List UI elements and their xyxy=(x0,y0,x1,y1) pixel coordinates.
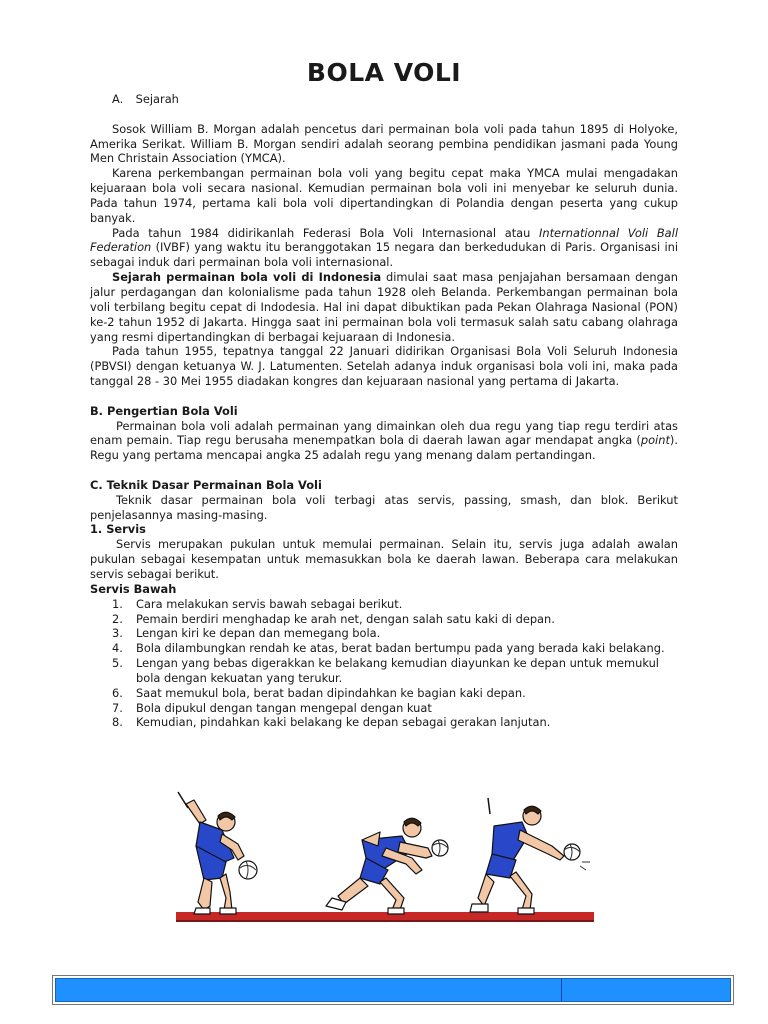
list-text: Lengan yang bebas digerakkan ke belakang kemudian diayunkan ke depan untuk memukul bola dengan kekuatan yang terukur. xyxy=(136,656,659,685)
document-body xyxy=(90,92,678,730)
player-figure-1 xyxy=(178,792,257,914)
underhand-serve-illustration xyxy=(176,786,594,926)
section-a-title: Sejarah xyxy=(135,92,179,106)
player-figure-3 xyxy=(470,798,590,914)
paragraph: Pada tahun 1955, tepatnya tanggal 22 Januari didirikan Organisasi Bola Voli Seluruh Indonesia (PBVSI) dengan ketuanya W. J. Latumenten. Setelah adanya induk organisasi bola voli ini, maka pada tanggal 28 - 30 Mei 1955 diadakan kongres dan kejuaraan nasional yang pertama di Jakarta. xyxy=(90,344,678,389)
footer-cell-left xyxy=(56,979,562,1001)
list-item xyxy=(112,626,678,641)
court-floor-edge xyxy=(176,920,594,922)
text-run: ). Regu yang pertama mencapai angka 25 adalah regu yang menang dalam pertandingan. xyxy=(90,433,678,463)
paragraph: Servis merupakan pukulan untuk memulai permainan. Selain itu, servis juga adalah awalan pukulan sebagai kesempatan untuk memasukkan bola ke daerah lawan. Beberapa cara melakukan servis sebagai berikut. xyxy=(90,537,678,581)
list-text: Saat memukul bola, berat badan dipindahkan ke bagian kaki depan. xyxy=(136,685,526,700)
section-a-heading xyxy=(90,92,678,107)
section-c-heading: C. Teknik Dasar Permainan Bola Voli xyxy=(90,477,322,492)
list-text: Kemudian, pindahkan kaki belakang ke depan sebagai gerakan lanjutan. xyxy=(136,715,551,730)
text-run: Permainan bola voli adalah permainan yang dimainkan oleh dua regu yang tiap regu terdiri atas enam pemain. Tiap regu berusaha menempatkan bola di daerah lawan agar mendapat angka ( xyxy=(90,418,678,448)
footer-bar xyxy=(52,975,734,1005)
servis-bawah-heading: Servis Bawah xyxy=(90,581,177,596)
text-run: Pada tahun 1984 didirikanlah Federasi Bola Voli Internasional atau xyxy=(112,225,540,240)
list-number: 3. xyxy=(112,626,123,641)
section-a-letter: A. xyxy=(112,92,124,106)
list-number: 2. xyxy=(112,611,123,626)
list-text: Bola dipukul dengan tangan mengepal dengan kuat xyxy=(136,700,432,715)
text-run: (IVBF) yang waktu itu beranggotakan 15 negara dan berkedudukan di Paris. Organisasi ini sebagai induk dari permainan bola voli internasional. xyxy=(90,240,678,270)
footer-cell-right xyxy=(562,979,730,1001)
list-number: 1. xyxy=(112,596,123,611)
player-figure-2 xyxy=(326,818,448,914)
list-text: Bola dilambungkan rendah ke atas, berat badan bertumpu pada yang berada kaki belakang. xyxy=(136,641,665,656)
list-number: 8. xyxy=(112,715,123,730)
page-title: BOLA VOLI xyxy=(306,58,462,87)
text-run: dimulai saat masa penjajahan bersamaan dengan jalur perdagangan dan kolonialisme pada tahun 1928 oleh Belanda. Perkembangan permainan bola voli terbilang begitu cepat di Indodesia. Hal ini dapat dibuktikan pada Pekan Olahraga Nasional (PON) ke-2 tahun 1952 di Jakarta. Hingga saat ini permainan bola voli termasuk salah satu cabang olahraga yang resmi dipertandingkan di berbagai kejuaraan di Indonesia. xyxy=(90,270,678,344)
paragraph: Teknik dasar permainan bola voli terbagi atas servis, passing, smash, dan blok. Berikut penjelasannya masing-masing. xyxy=(90,492,678,522)
section-b-heading: B. Pengertian Bola Voli xyxy=(90,403,238,418)
bold-text: Sejarah permainan bola voli di Indonesia xyxy=(112,270,382,285)
list-number: 4. xyxy=(112,641,123,656)
servis-heading: 1. Servis xyxy=(90,522,146,537)
steps-list xyxy=(90,597,678,731)
paragraph: Sosok William B. Morgan adalah pencetus dari permainan bola voli pada tahun 1895 di Holyoke, Amerika Serikat. William B. Morgan sendiri adalah seorang pembina pendidikan jasmani pada Young Men Christain Association (YMCA). xyxy=(90,121,678,166)
list-item xyxy=(112,701,678,716)
list-item xyxy=(112,641,678,656)
list-item xyxy=(112,715,678,730)
list-text: Lengan kiri ke depan dan memegang bola. xyxy=(136,626,381,641)
list-item xyxy=(112,656,678,686)
footer-band xyxy=(55,978,731,1002)
list-item xyxy=(112,686,678,701)
list-number: 7. xyxy=(112,700,123,715)
paragraph: Karena perkembangan permainan bola voli yang begitu cepat maka YMCA mulai mengadakan kejuaraan bola voli secara nasional. Kemudian permainan bola voli ini menyebar ke seluruh dunia. Pada tahun 1974, pertama kali bola voli dipertandingkan di Polandia dengan peserta yang cukup banyak. xyxy=(90,166,678,225)
list-item xyxy=(112,597,678,612)
paragraph xyxy=(90,419,678,464)
list-item xyxy=(112,612,678,627)
list-text: Pemain berdiri menghadap ke arah net, dengan salah satu kaki di depan. xyxy=(136,611,555,626)
list-text: Cara melakukan servis bawah sebagai berikut. xyxy=(136,596,403,611)
paragraph xyxy=(90,270,678,344)
list-number: 5. xyxy=(112,656,123,671)
list-number: 6. xyxy=(112,685,123,700)
italic-text: point xyxy=(640,433,670,448)
paragraph xyxy=(90,226,678,271)
italic-text: Internationnal Voli Ball Federation xyxy=(90,225,678,255)
